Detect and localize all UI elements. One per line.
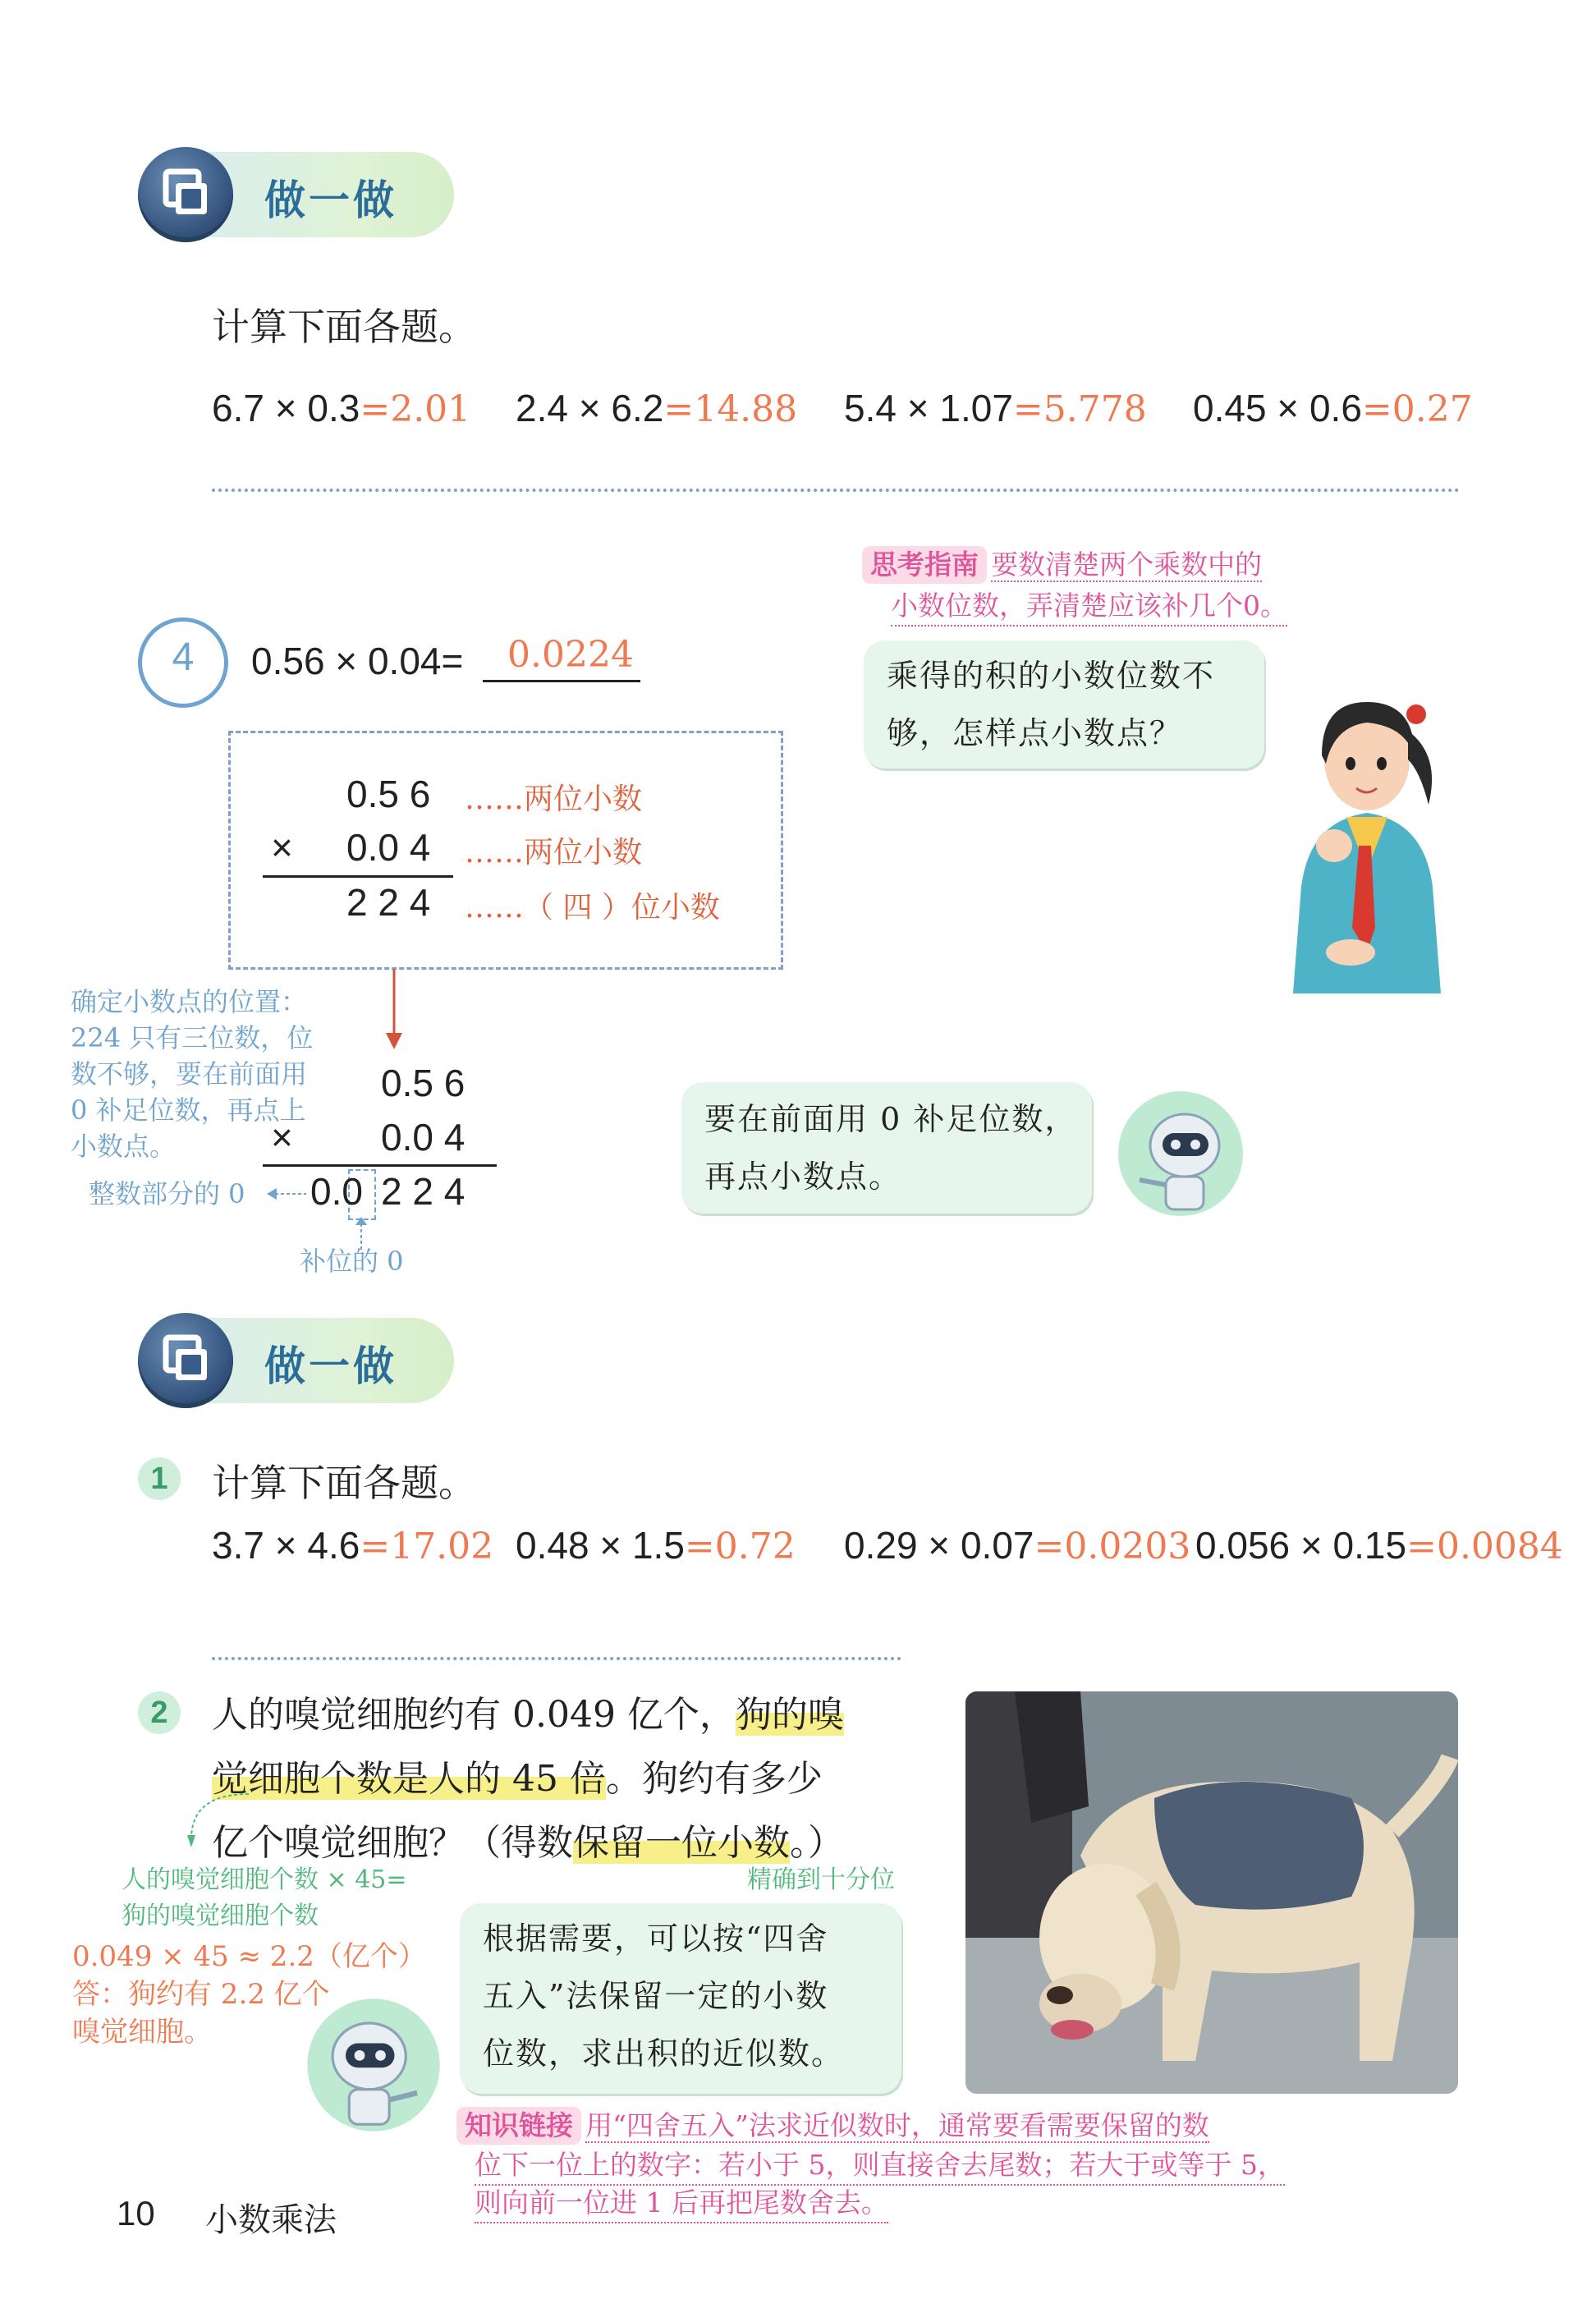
box-note-1: ……两位小数 [465, 782, 643, 816]
integer-zero-note: 整数部分的 0 [89, 1178, 245, 1209]
example-expression: 0.56 × 0.04= [251, 640, 464, 682]
precision-note: 精确到十分位 [747, 1865, 895, 1894]
knowledge-link-line1: 用“四舍五入”法求近似数时，通常要看需要保留的数 [585, 2109, 1209, 2141]
answer-line1: 答：狗约有 2.2 亿个 [72, 1978, 330, 2011]
robot-bubble-line3: 位数，求出积的近似数。 [483, 2035, 845, 2072]
robot-icon [304, 1995, 443, 2135]
calc-multiplier: 0.0 4 [381, 1116, 466, 1159]
practice-icon [138, 1313, 233, 1408]
knowledge-link-tag: 知识链接 [456, 2107, 581, 2145]
divider [212, 1657, 901, 1660]
page-number: 10 [117, 2194, 155, 2232]
problem-answer: =0.27 [1361, 388, 1473, 430]
calc-result-line [263, 1164, 497, 1167]
practice-icon [138, 147, 233, 242]
box-note-3: ……（ 四 ）位小数 [465, 891, 720, 925]
knowledge-link-line3: 则向前一位进 1 后再把尾数舍去。 [475, 2184, 888, 2223]
down-arrow-icon [384, 969, 404, 1051]
left-arrow-icon [267, 1186, 308, 1202]
problem-answer: =0.72 [684, 1526, 796, 1567]
think-guide-tag: 思考指南 [862, 546, 987, 584]
divider [212, 489, 1460, 492]
problem-expr: 0.45 × 0.6 [1193, 387, 1362, 429]
bracket-line [187, 1790, 253, 1856]
calc-product-zeros: 0.0 [310, 1170, 363, 1213]
calc-multiplicand: 0.5 6 [381, 1062, 466, 1104]
problem-expr: 2.4 × 6.2 [516, 387, 664, 429]
padding-zero-note: 补位的 0 [300, 1246, 404, 1277]
knowledge-link-line2: 位下一位上的数字：若小于 5，则直接舍去尾数；若大于或等于 5， [475, 2146, 1285, 2186]
section-title: 做一做 [264, 177, 397, 224]
problem-answer: =17.02 [360, 1526, 494, 1567]
think-guide-line2: 小数位数，弄清楚应该补几个0。 [891, 587, 1287, 626]
answer-calc: 0.049 × 45 ≈ 2.2（亿个） [72, 1940, 426, 1973]
problem-answer: =2.01 [360, 388, 471, 430]
answer-blank [483, 680, 640, 682]
robot-bubble-line2: 五入”法保留一定的小数 [483, 1978, 829, 2014]
problem-expr: 0.056 × 0.15 [1195, 1524, 1407, 1567]
girl-illustration [1277, 681, 1457, 993]
box-multiplier: 0.0 4 [346, 826, 431, 869]
question-text: 人的嗅觉细胞约有 0.049 亿个，狗的嗅 觉细胞个数是人的 45 倍。狗约有多少 亿个嗅觉细胞？（得数保留一位小数。） [212, 1694, 844, 1864]
robot-icon [1115, 1088, 1246, 1219]
problem-answer: =5.778 [1012, 388, 1147, 430]
robot-bubble-line1: 根据需要，可以按“四舍 [483, 1920, 829, 1957]
chapter-title: 小数乘法 [205, 2201, 337, 2239]
calc-product-digits: 2 2 4 [381, 1170, 466, 1213]
girl-bubble-line1: 乘得的积的小数位数不 [887, 658, 1216, 694]
problem-expr: 0.48 × 1.5 [516, 1524, 685, 1567]
instruction-text: 计算下面各题。 [212, 1461, 476, 1505]
problem-expr: 3.7 × 4.6 [212, 1524, 360, 1567]
girl-bubble-line2: 够，怎样点小数点？ [887, 715, 1183, 751]
instruction-text: 计算下面各题。 [212, 305, 476, 349]
problem-answer: =0.0203 [1034, 1526, 1191, 1567]
problem-row [212, 1523, 1591, 1581]
box-note-2: ……两位小数 [465, 836, 643, 870]
relation-note-line1: 人的嗅觉细胞个数 × 45= [122, 1865, 407, 1894]
decimal-point-note: 确定小数点的位置： 224 只有三位数，位 数不够，要在前面用 0 补足位数，再点上 小数点。 [71, 986, 314, 1162]
think-guide-line1: 要数清楚两个乘数中的 [991, 548, 1263, 580]
think-guide [862, 546, 1355, 584]
robot-bubble-line1: 要在前面用 0 补足位数， [704, 1101, 1078, 1137]
problem-row [212, 386, 1525, 443]
problem-answer: =14.88 [663, 388, 798, 430]
knowledge-link [456, 2107, 1524, 2145]
section-title: 做一做 [264, 1342, 397, 1390]
question-number: 1 [138, 1457, 181, 1500]
problem-expr: 6.7 × 0.3 [212, 387, 360, 429]
box-product: 2 2 4 [346, 881, 431, 924]
example-number: 4 [172, 636, 195, 679]
dog-photo [965, 1691, 1458, 2094]
answer-line2: 嗅觉细胞。 [72, 2016, 212, 2049]
calc-operator: × [271, 1116, 293, 1159]
example-answer: 0.0224 [507, 634, 634, 676]
robot-bubble-line2: 再点小数点。 [704, 1159, 902, 1195]
problem-expr: 0.29 × 0.07 [844, 1524, 1034, 1567]
box-result-line [263, 875, 453, 878]
relation-note-line2: 狗的嗅觉细胞个数 [122, 1902, 319, 1930]
problem-expr: 5.4 × 1.07 [844, 387, 1013, 429]
problem-answer: =0.0084 [1406, 1526, 1563, 1567]
box-operator: × [271, 826, 293, 869]
question-number: 2 [138, 1691, 181, 1734]
box-multiplicand: 0.5 6 [346, 773, 431, 815]
